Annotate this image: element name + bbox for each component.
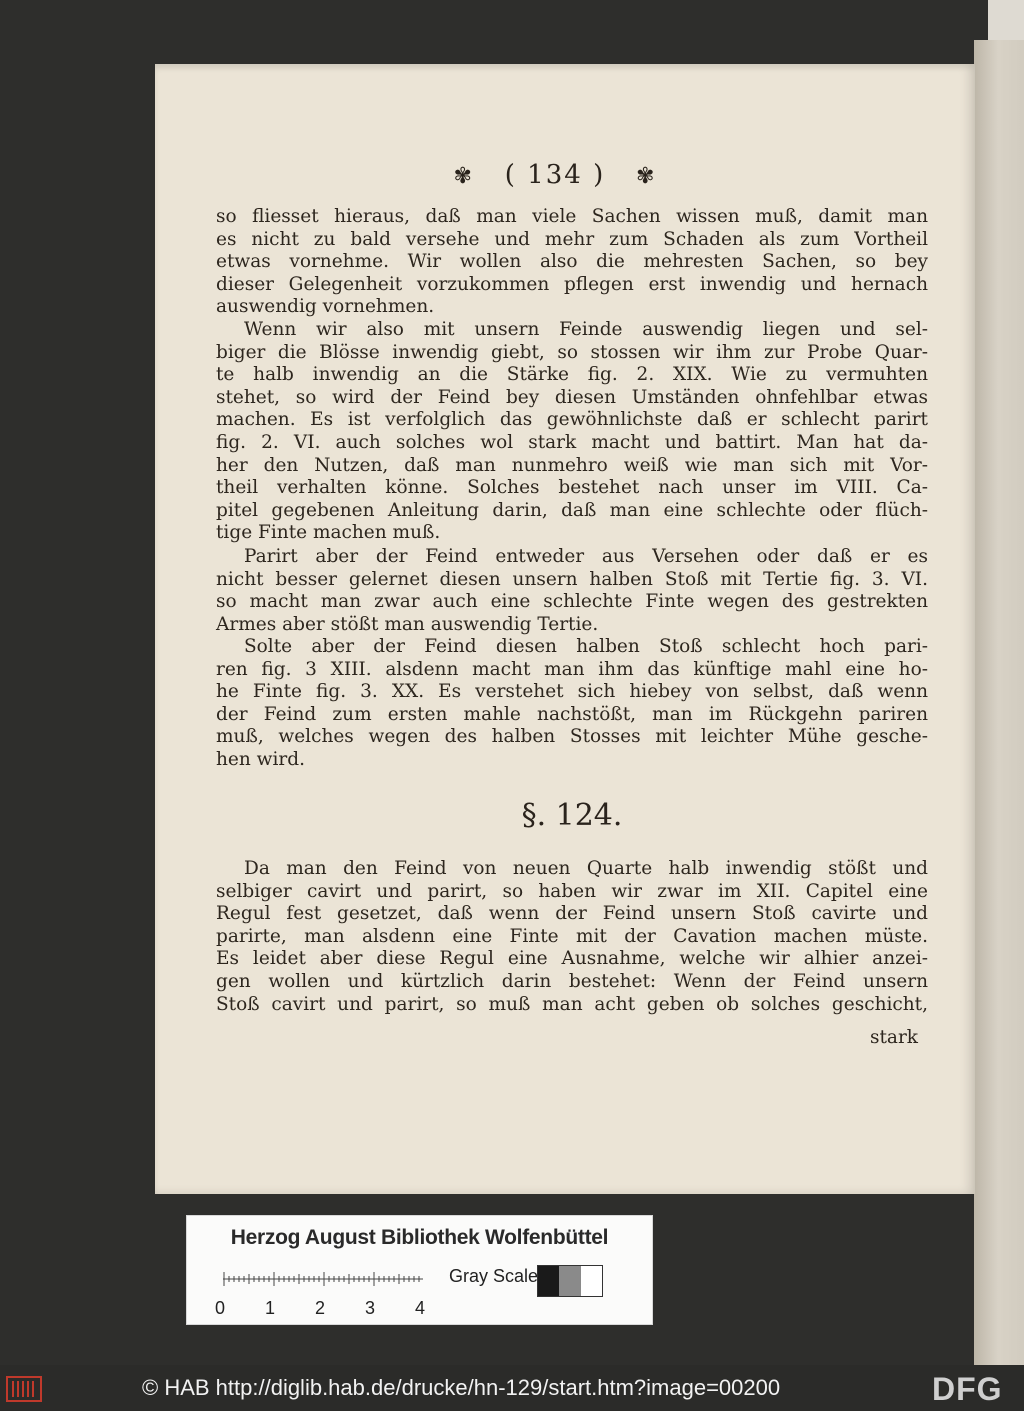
text-line: so macht man zwar auch eine schlechte Finte wegen des gestrekten [216, 591, 928, 613]
catchword: stark [870, 1027, 919, 1048]
section-heading: §. 124. [521, 798, 623, 833]
text-line: Solte aber der Feind diesen halben Stoß schlecht hoch pari- [244, 636, 928, 657]
text-line: nicht besser gelernet diesen unsern halben Stoß mit Tertie fig. 3. VI. [216, 568, 928, 590]
text-line: tige Finte machen muß. [216, 522, 441, 544]
gray-swatch-mid [559, 1266, 580, 1296]
text-line: Parirt aber der Feind entweder aus Versehen oder daß er es [244, 546, 928, 567]
ruler-number: 4 [415, 1298, 426, 1318]
text-line: te halb inwendig an die Stärke fig. 2. XIX. Wie zu vermuhten [216, 364, 928, 386]
paragraph-2 [216, 319, 928, 545]
ruler-number: 0 [215, 1298, 226, 1318]
text-line: es nicht zu bald versehe und mehr zum Schaden als zum Vortheil [216, 228, 928, 250]
page-header [155, 160, 955, 190]
ruler-number: 2 [315, 1298, 326, 1318]
hab-logo-icon[interactable] [6, 1375, 42, 1403]
text-line: auswendig vornehmen. [216, 296, 435, 318]
paragraph-1 [216, 206, 928, 319]
source-url[interactable]: © HAB http://diglib.hab.de/drucke/hn-129/start.htm?image=00200 [142, 1375, 781, 1400]
text-line: dieser Gelegenheit vorzukommen pflegen erst inwendig und hernach [216, 273, 928, 295]
text-line: etwas vornehme. Wir wollen also die mehresten Sachen, so bey [216, 251, 928, 273]
ornament-left-icon: ✾ [453, 164, 474, 189]
text-line: parirte, man alsdenn eine Finte mit der Cavation machen müste. [216, 925, 928, 947]
text-line: der Feind zum ersten mahle nachstößt, man im Rückgehn pariren [216, 703, 928, 725]
text-line: hen wird. [216, 748, 305, 770]
ruler-number: 3 [365, 1298, 376, 1318]
next-page-strip [974, 40, 1024, 1365]
page-number: ( 134 ) [504, 160, 606, 190]
text-line: Regul fest gesetzet, daß wenn der Feind unsern Stoß cavirte und [216, 903, 928, 925]
text-line: selbiger cavirt und parirt, so haben wir zwar im XII. Capitel eine [216, 880, 928, 902]
paragraph-3 [216, 546, 928, 636]
text-line: theil verhalten könne. Solches bestehet nach unser im VIII. Ca- [216, 477, 928, 499]
text-line: ren fig. 3 XIII. alsdenn macht man ihm das künftige mahl eine ho- [216, 658, 928, 680]
dfg-logo[interactable]: DFG [932, 1371, 1003, 1407]
text-line: fig. 2. VI. auch solches wol stark macht und battirt. Man hat da- [216, 431, 928, 453]
ruler-scale [223, 1265, 423, 1293]
text-line: her den Nutzen, daß man nunmehro weiß wie man sich mit Vor- [216, 454, 928, 476]
text-line: stehet, so wird der Feind bey diesen Umständen ohnfehlbar etwas [216, 386, 928, 408]
gray-swatch-light [581, 1266, 602, 1296]
text-line: gen wollen und kürtzlich darin bestehet: Wenn der Feind unsern [216, 970, 928, 992]
text-line: Wenn wir also mit unsern Feinde auswendig liegen und sel- [244, 319, 928, 340]
text-line: muß, welches wegen des halben Stosses mit leichter Mühe gesche- [216, 726, 928, 748]
ornament-right-icon: ✾ [636, 164, 657, 189]
text-line: biger die Blösse inwendig giebt, so stossen wir ihm zur Probe Quar- [216, 341, 928, 363]
gray-scale-label: Gray Scale [449, 1266, 539, 1286]
ruler-number: 1 [265, 1298, 276, 1318]
text-line: he Finte fig. 3. XX. Es verstehet sich hiebey von selbst, daß wenn [216, 681, 928, 703]
paragraph-5 [216, 858, 928, 1016]
text-line: Da man den Feind von neuen Quarte halb inwendig stößt und [244, 858, 928, 879]
viewer-footer [0, 1365, 1024, 1411]
gray-scale-swatch [537, 1265, 603, 1297]
library-label [186, 1215, 653, 1325]
text-line: Armes aber stößt man auswendig Tertie. [216, 613, 599, 635]
paragraph-4 [216, 636, 928, 772]
text-line: so fliesset hieraus, daß man viele Sachen wissen muß, damit man [216, 206, 928, 227]
library-title: Herzog August Bibliothek Wolfenbüttel [230, 1226, 609, 1249]
text-line: machen. Es ist verfolglich das gewöhnlichste daß er schlecht parirt [216, 409, 928, 431]
text-line: Stoß cavirt und parirt, so muß man acht geben ob solches geschicht, [216, 993, 928, 1015]
text-line: pitel gegebenen Anleitung darin, daß man eine schlechte oder flüch- [216, 499, 928, 521]
gray-swatch-dark [538, 1266, 559, 1296]
text-line: Es leidet aber diese Regul eine Ausnahme, welche wir alhier anzei- [216, 948, 928, 970]
